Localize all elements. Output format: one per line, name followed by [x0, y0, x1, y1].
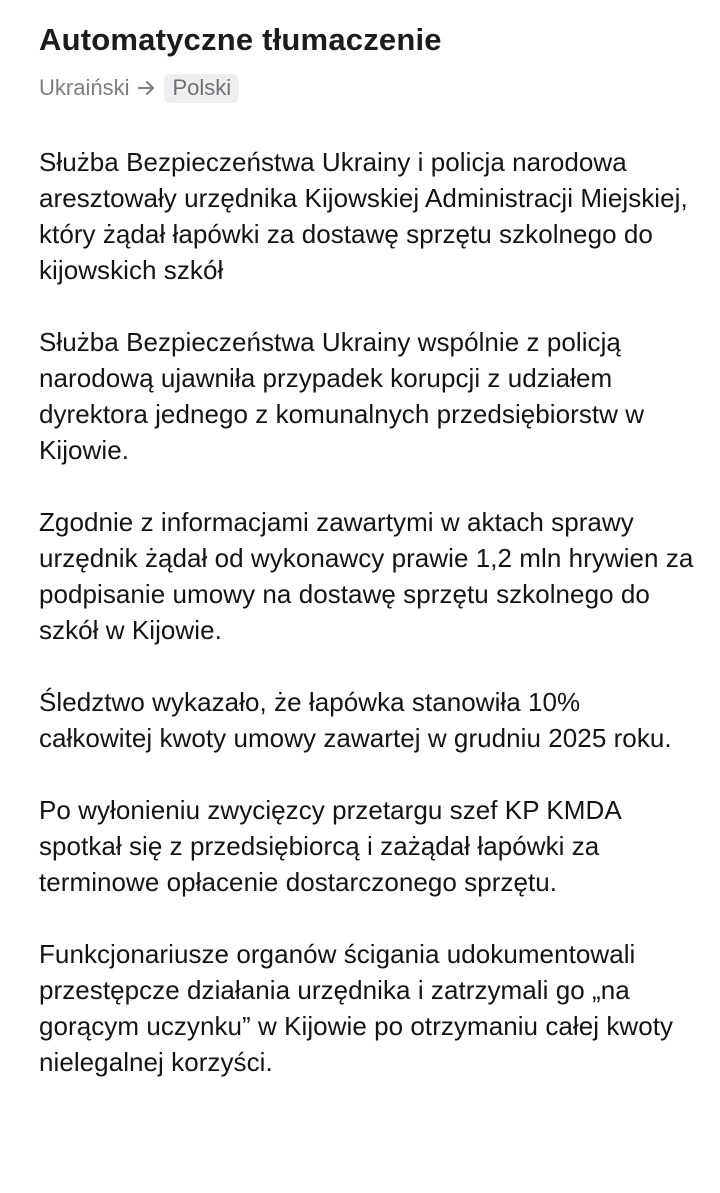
page-title: Automatyczne tłumaczenie [39, 22, 442, 57]
translation-panel [39, 20, 699, 1116]
translated-article [39, 144, 699, 1080]
article-paragraph: Po wyłonieniu zwycięzcy przetargu szef KP KMDA spotkał się z przedsiębiorcą i zażądał łapówki za terminowe opłacenie dostarczonego sprzętu. [39, 795, 621, 897]
arrow-right-icon [137, 78, 157, 98]
article-paragraph: Zgodnie z informacjami zawartymi w aktach sprawy urzędnik żądał od wykonawcy prawie 1,2 mln hrywien za podpisanie umowy na dostawę sprzętu szkolnego do szkół w Kijowie. [39, 507, 694, 645]
target-language-badge[interactable]: Polski [164, 74, 239, 103]
article-paragraph: Służba Bezpieczeństwa Ukrainy wspólnie z policją narodową ujawniła przypadek korupcji z udziałem dyrektora jednego z komunalnych przedsiębiorstw w Kijowie. [39, 327, 645, 465]
article-paragraph: Śledztwo wykazało, że łapówka stanowiła 10% całkowitej kwoty umowy zawartej w grudniu 2025 roku. [39, 687, 672, 753]
language-pair [39, 72, 699, 104]
source-language: Ukraiński [39, 75, 130, 100]
article-paragraph: Funkcjonariusze organów ścigania udokumentowali przestępcze działania urzędnika i zatrzymali go „na gorącym uczynku” w Kijowie po otrzymaniu całej kwoty nielegalnej korzyści. [39, 939, 674, 1077]
article-paragraph: Służba Bezpieczeństwa Ukrainy i policja narodowa aresztowały urzędnika Kijowskiej Administracji Miejskiej, który żądał łapówki za dostawę sprzętu szkolnego do kijowskich szkół [39, 147, 688, 285]
